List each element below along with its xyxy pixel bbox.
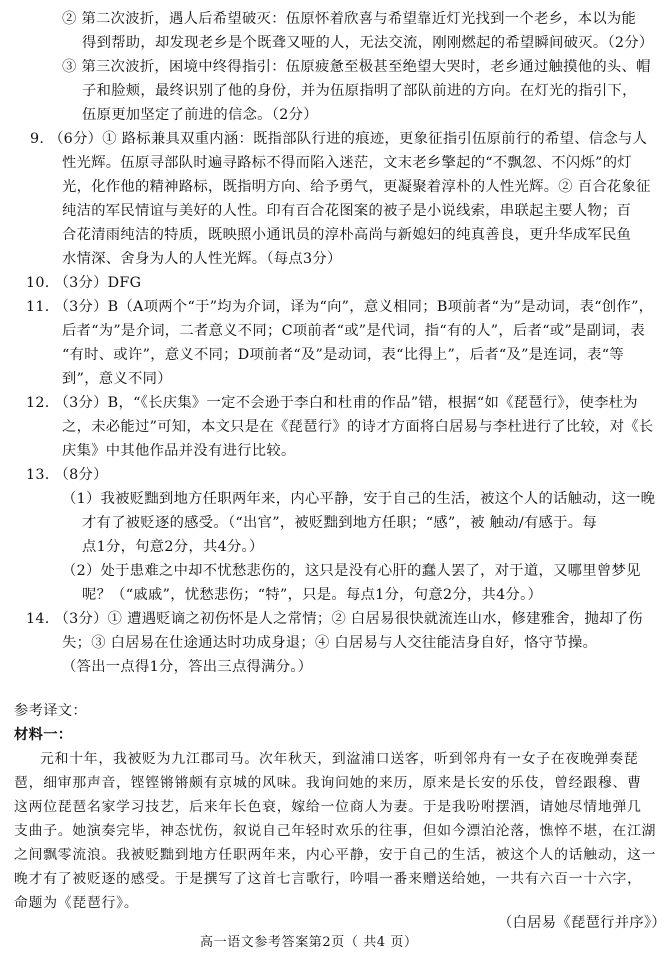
text-line: 得到帮助，却发现老乡是个既聋又哑的人，无法交流，刚刚燃起的希望瞬间破灭。（2分） (82, 35, 654, 51)
text-line: 11. （3分）B（A项两个“于”均为介词，译为“向”，意义相同；B项前者“为”是动词，表“创作”， (26, 299, 654, 315)
text-line: 失；③ 白居易在仕途通达时功成身退；④ 白居易与人交往能洁身自好，恪守节操。 (62, 635, 598, 651)
text-line: 呢？（“戚戚”，忧愁悲伤；“特”，只是。每点1分，句意2分，共4分。） (82, 587, 543, 603)
text-line: “有时、或许”，意义不同；D项前者“及”是动词，表“比得上”，后者“及”是连词，表“等 (62, 347, 624, 363)
text-line: 才有了被贬逐的感受。（“出官”，被贬黜到地方任职；“感”，被 触动/有感于。每 (82, 515, 597, 531)
text-line: 光，化作他的精神路标，既指明方向、给予勇气，更凝聚着淳朴的人性光辉。② 百合花象征 (62, 179, 651, 195)
text-line: 到”，意义不同） (62, 371, 172, 387)
text-line: 点1分，句意2分，共4分。） (82, 539, 264, 555)
text-line: 参考译文： (14, 703, 87, 719)
text-line: 晚才有了被贬逐的感受。于是撰写了这首七言歌行，吟唱一番来赠送给她，一共有六百一十六字， (14, 871, 642, 887)
text-line: （答出一点得1分，答出三点得满分。） (62, 659, 313, 675)
text-line: 子和脸颊，最终识别了他的身份，并为伍原指明了部队前进的方向。在灯光的指引下， (82, 83, 637, 99)
text-line: 材料一： (14, 727, 73, 743)
text-line: （白居易《琵琶行并序》） (498, 915, 667, 931)
text-line: 伍原更加坚定了前进的信念。（2分） (82, 107, 318, 123)
text-line: 水情深、舍身为人的人性光辉。（每点3分） (62, 251, 342, 267)
text-line: 9. （6分）① 路标兼具双重内涵：既指部队行进的痕迹，更象征指引伍原前行的希望、信念与人 (30, 131, 648, 147)
text-line: （1）我被贬黜到地方任职两年来，内心平静，安于自己的生活，被这个人的话触动，这一晚 (62, 491, 656, 507)
text-line: 这两位琵琶名家学习技艺，后来年长色衰，嫁给一位商人为妻。于是我吩咐摆酒，请她尽情地弹几 (14, 799, 642, 815)
text-line: 12. （3分）B，“《长庆集》一定不会逊于李白和杜甫的作品”错，根据“如《琵琶行》，使李杜为 (26, 395, 638, 411)
text-line: 后者“为”是介词，二者意义不同；C项前者“或”是代词，指“有的人”，后者“或”是副词，表 (62, 323, 645, 339)
text-line: 命题为《琵琶行》。 (14, 895, 139, 911)
text-line: 10. （3分）DFG (26, 275, 142, 291)
text-line: 13. （8分） (26, 467, 108, 483)
text-line: 元和十年，我被贬为九江郡司马。次年秋天，到湓浦口送客，听到邻舟有一女子在夜晚弹奏琵 (40, 751, 639, 767)
text-line: 琶，细审那声音，铿铿锵锵颇有京城的风味。我询问她的来历，原来是长安的乐伎，曾经跟穆、曹 (14, 775, 642, 791)
text-line: ③ 第三次波折，困境中终得指引：伍原疲惫至极甚至绝望大哭时，老乡通过触摸他的头、帽 (62, 59, 651, 75)
text-line: ② 第二次波折，遇人后希望破灭：伍原怀着欣喜与希望靠近灯光找到一个老乡，本以为能 (62, 11, 637, 27)
text-line: 之，未必能过”可知，本文只是在《琵琶行》的诗才方面将白居易与李杜进行了比较，对《长 (62, 419, 654, 435)
text-line: 支曲子。她演奏完毕，神态忧伤，叙说自己年轻时欢乐的往事，但如今漂泊沦落，憔悴不堪，在江湖 (14, 823, 657, 839)
text-line: 纯洁的军民情谊与美好的人性。印有百合花图案的被子是小说线索，串联起主要人物；百 (62, 203, 632, 219)
page-footer: 高一语文参考答案第2页（ 共4 页） (200, 935, 418, 950)
text-line: 庆集》中其他作品并没有进行比较。 (62, 443, 296, 459)
text-line: 性光辉。伍原寻部队时遍寻路标不得而陷入迷茫，文末老乡擎起的“不飘忽、不闪烁”的灯 (62, 155, 632, 171)
text-line: （2）处于患难之中却不忧愁悲伤的，这只是没有心肝的蠢人罢了，对于道，又哪里曾梦见 (62, 563, 641, 579)
text-line: 合花清雨纯洁的特质，既映照小通讯员的淳朴高尚与新媳妇的纯真善良，更升华成军民鱼 (62, 227, 632, 243)
text-line: 之间飘零流浪。我被贬黜到地方任职两年来，内心平静，安于自己的生活，被这个人的话触动，这一 (14, 847, 657, 863)
text-line: 14. （3分）① 遭遇贬谪之初伤怀是人之常情；② 白居易很快就流连山水，修建雅舍，抛却了伤 (26, 611, 643, 627)
